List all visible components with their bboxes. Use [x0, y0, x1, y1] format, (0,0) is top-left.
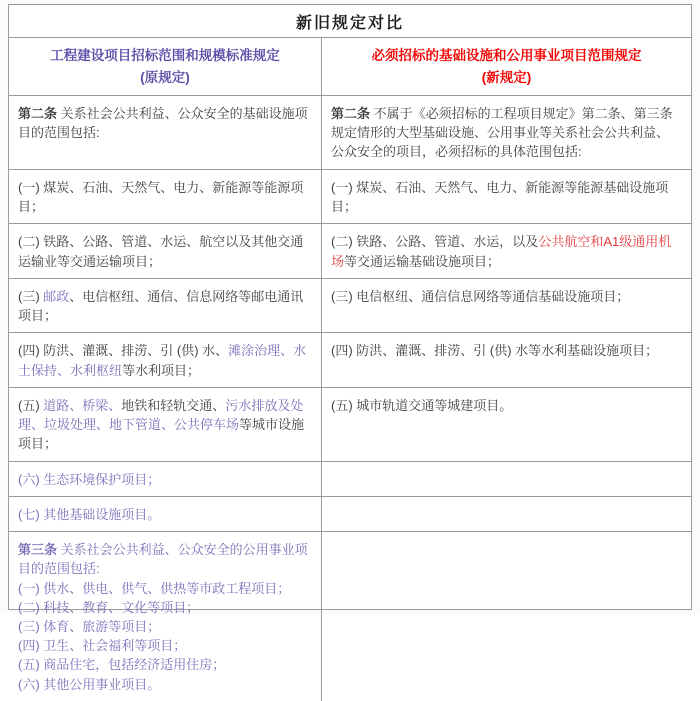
text-segment: (一) 供水、供电、供气、供热等市政工程项目；	[18, 580, 291, 596]
cell-old-regulation	[9, 170, 322, 223]
text-line	[18, 540, 312, 578]
text-segment: 公共航空和A1级通用机场	[331, 234, 672, 269]
old-regulation-title: 工程建设项目招标范围和规模标准规定	[50, 47, 280, 63]
cell-new-regulation	[322, 462, 691, 496]
text-segment: 等水利项目；	[122, 362, 201, 378]
cell-old-regulation	[9, 388, 322, 461]
table-row	[9, 96, 691, 170]
text-segment: (三) 体育、旅游等项目；	[18, 618, 161, 634]
header-row	[9, 38, 691, 96]
cell-new-regulation	[322, 170, 691, 223]
text-segment: 不属于《必须招标的工程项目规定》第二条、第三条规定情形的大型基础设施、公用事业等关系社会公共利益、公众安全的项目，必须招标的具体范围包括:	[331, 106, 673, 160]
cell-new-regulation	[322, 224, 691, 277]
text-line	[18, 617, 312, 636]
text-segment: (二) 铁路、公路、管道、水运、航空以及其他交通运输业等交通运输项目；	[18, 234, 304, 269]
table-row	[9, 462, 691, 497]
text-segment: (五)	[18, 397, 44, 413]
text-segment: 污水排放及处理、垃圾处理、地下管道、公共停车场	[18, 397, 304, 433]
cell-old-regulation	[9, 497, 322, 531]
table-title: 新旧规定对比	[9, 5, 691, 38]
table-body	[9, 96, 691, 701]
text-line	[18, 104, 312, 142]
text-segment: 邮政	[43, 288, 70, 304]
text-segment: 道路、桥梁、	[43, 397, 122, 413]
text-line	[18, 636, 312, 655]
text-segment: (六) 其他公用事业项目。	[18, 676, 161, 692]
new-regulation-header	[322, 38, 691, 95]
text-line	[18, 655, 312, 674]
text-segment: 、电信枢纽、通信、信息网络等邮电通讯项目；	[18, 288, 304, 324]
cell-old-regulation	[9, 532, 322, 701]
text-line	[331, 287, 682, 306]
old-regulation-subtitle: (原规定)	[140, 69, 190, 85]
table-row	[9, 388, 691, 462]
text-segment: (四) 防洪、灌溉、排涝、引 (供) 水、	[18, 343, 229, 359]
text-segment: (二) 铁路、公路、管道、水运，以及	[331, 234, 539, 250]
text-line	[331, 232, 682, 270]
cell-new-regulation	[322, 279, 691, 332]
cell-new-regulation	[322, 96, 691, 169]
text-line	[18, 598, 312, 617]
cell-old-regulation	[9, 333, 322, 386]
text-segment: (三)	[18, 288, 44, 304]
text-segment: (七) 其他基础设施项目。	[18, 506, 161, 522]
table-row	[9, 532, 691, 701]
text-line	[18, 396, 312, 454]
text-line	[331, 104, 682, 162]
text-segment: 第三条	[18, 542, 61, 558]
text-line	[18, 232, 312, 270]
text-segment: (一) 煤炭、石油、天然气、电力、新能源等能源项目；	[18, 180, 304, 215]
text-segment: 滩涂治理、水土保持、水利枢纽	[18, 343, 307, 378]
text-line	[331, 178, 682, 216]
new-regulation-subtitle: (新规定)	[481, 69, 532, 85]
text-segment: 等城市设施项目；	[18, 417, 305, 452]
text-line	[331, 341, 682, 360]
text-segment: 关系社会公共利益、公众安全的公用事业项目的范围包括:	[18, 542, 308, 577]
text-segment: (六) 生态环境保护项目；	[18, 471, 161, 487]
text-line	[18, 341, 312, 379]
cell-new-regulation	[322, 333, 691, 386]
text-line	[18, 287, 312, 325]
text-line	[18, 579, 312, 598]
comparison-table	[8, 4, 692, 692]
new-regulation-title: 必须招标的基础设施和公用事业项目范围规定	[371, 47, 642, 63]
text-line	[18, 505, 312, 524]
text-segment: 地铁和轻轨交通、	[121, 397, 226, 413]
text-segment: (二) 科技、教育、文化等项目；	[18, 599, 200, 615]
text-line	[18, 675, 312, 694]
text-segment: 第二条	[18, 106, 61, 121]
table-row	[9, 279, 691, 333]
cell-old-regulation	[9, 224, 322, 277]
table-row	[9, 170, 691, 224]
text-segment: 等交通运输基础设施项目；	[344, 253, 501, 269]
text-segment: (五) 城市轨道交通等城建项目。	[331, 397, 513, 413]
old-regulation-header	[9, 38, 322, 95]
cell-new-regulation	[322, 532, 691, 701]
text-segment: (三) 电信枢纽、通信信息网络等通信基础设施项目；	[331, 288, 630, 304]
cell-new-regulation	[322, 497, 691, 531]
table-row	[9, 333, 691, 387]
cell-old-regulation	[9, 279, 322, 332]
text-segment: 关系社会公共利益、公众安全的基础设施项目的范围包括:	[18, 106, 308, 141]
text-line	[18, 178, 312, 216]
text-segment: (一) 煤炭、石油、天然气、电力、新能源等能源基础设施项目；	[331, 180, 669, 215]
text-segment: (五) 商品住宅，包括经济适用住房；	[18, 657, 226, 673]
cell-old-regulation	[9, 462, 322, 496]
text-segment: (四) 防洪、灌溉、排涝、引 (供) 水等水利基础设施项目；	[331, 343, 659, 359]
cell-new-regulation	[322, 388, 691, 461]
text-line	[18, 470, 312, 489]
text-segment: 第二条	[331, 106, 374, 121]
cell-old-regulation	[9, 96, 322, 169]
table-row	[9, 497, 691, 532]
text-segment: (四) 卫生、社会福利等项目；	[18, 638, 187, 654]
text-line	[331, 396, 682, 415]
table-row	[9, 224, 691, 278]
